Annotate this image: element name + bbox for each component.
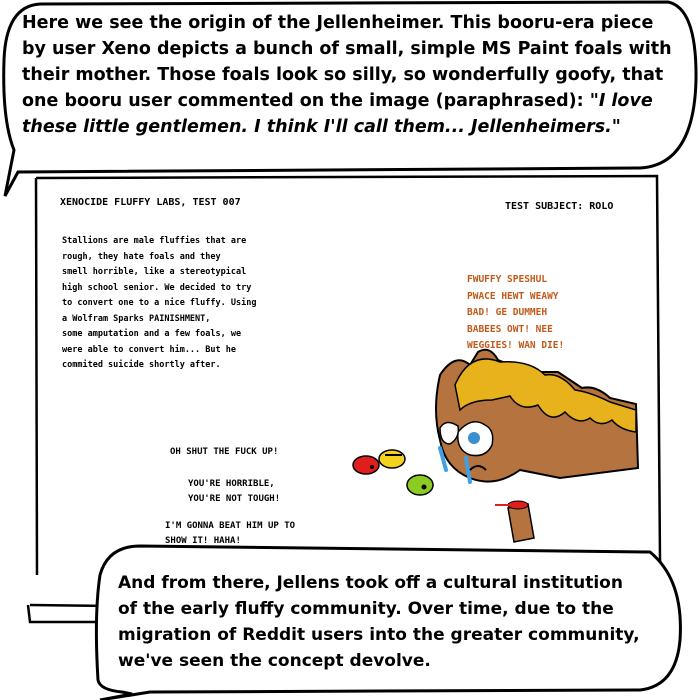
fluffy-speech-line: BABEES OWT! NEE bbox=[467, 323, 553, 335]
story-line: commited suicide shortly after. bbox=[62, 360, 221, 370]
panel-subject: TEST SUBJECT: ROLO bbox=[505, 201, 614, 212]
foal-green bbox=[407, 475, 433, 495]
story-line: Stallions are male fluffies that are bbox=[62, 236, 247, 246]
fluffy-mother bbox=[436, 350, 638, 482]
caption-top-quote-line: these little gentlemen. I think I'll call them... Jellenheimers." bbox=[22, 117, 621, 137]
story-line: high school senior. We decided to try bbox=[62, 282, 252, 293]
caption-top-quote: "I love bbox=[589, 91, 653, 111]
caption-bottom-line: we've seen the concept devolve. bbox=[118, 651, 431, 671]
story-line: were able to convert him... But he bbox=[62, 344, 236, 355]
fluffy-speech-line: WEGGIES! WAN DIE! bbox=[467, 340, 565, 351]
foal-yellow bbox=[379, 450, 405, 468]
foal-speech-3 bbox=[165, 519, 295, 548]
foal-speech-2 bbox=[188, 477, 280, 506]
caption-bottom-line: migration of Reddit users into the greater community, bbox=[118, 625, 640, 645]
foal-speech-2-line: YOU'RE NOT TOUGH! bbox=[188, 493, 281, 504]
caption-bottom bbox=[118, 570, 678, 674]
story-line: to convert one to a nice fluffy. Using bbox=[62, 298, 257, 308]
caption-top-plain: one booru user commented on the image (paraphrased): bbox=[22, 91, 590, 111]
foal-speech-3-line: I'M GONNA BEAT HIM UP TO bbox=[165, 521, 296, 531]
story-line: smell horrible, like a stereotypical bbox=[62, 267, 247, 277]
foal-speech-1: OH SHUT THE FUCK UP! bbox=[170, 447, 279, 457]
panel-story bbox=[62, 234, 292, 374]
caption-top bbox=[22, 10, 682, 140]
fluffy-speech-line: PWACE HEWT WEAWY bbox=[467, 290, 559, 302]
fluffy-speech-line: FWUFFY SPESHUL bbox=[467, 274, 548, 285]
panel-title: XENOCIDE FLUFFY LABS, TEST 007 bbox=[60, 197, 241, 208]
caption-top-line: their mother. Those foals look so silly, so wonderfully goofy, that bbox=[22, 65, 664, 85]
caption-top-line bbox=[22, 88, 682, 114]
leg-stump bbox=[495, 501, 534, 542]
caption-top-line: by user Xeno depicts a bunch of small, simple MS Paint foals with bbox=[22, 39, 672, 59]
caption-top-line: Here we see the origin of the Jellenheimer. This booru-era piece bbox=[22, 13, 654, 33]
story-line: some amputation and a few foals, we bbox=[62, 329, 242, 339]
foal-red bbox=[353, 456, 379, 474]
fluffy-speech-line: BAD! GE DUMMEH bbox=[467, 307, 548, 318]
fluffy-speech bbox=[467, 272, 617, 355]
foal-speech-2-line: YOU'RE HORRIBLE, bbox=[188, 479, 275, 489]
story-line: rough, they hate foals and they bbox=[62, 251, 221, 262]
foal-speech-3-line: SHOW IT! HAHA! bbox=[165, 535, 241, 546]
caption-bottom-line: And from there, Jellens took off a cultural institution bbox=[118, 573, 623, 593]
story-line: a Wolfram Sparks PAINISHMENT, bbox=[62, 313, 211, 324]
caption-bottom-line: of the early fluffy community. Over time, due to the bbox=[118, 599, 614, 619]
